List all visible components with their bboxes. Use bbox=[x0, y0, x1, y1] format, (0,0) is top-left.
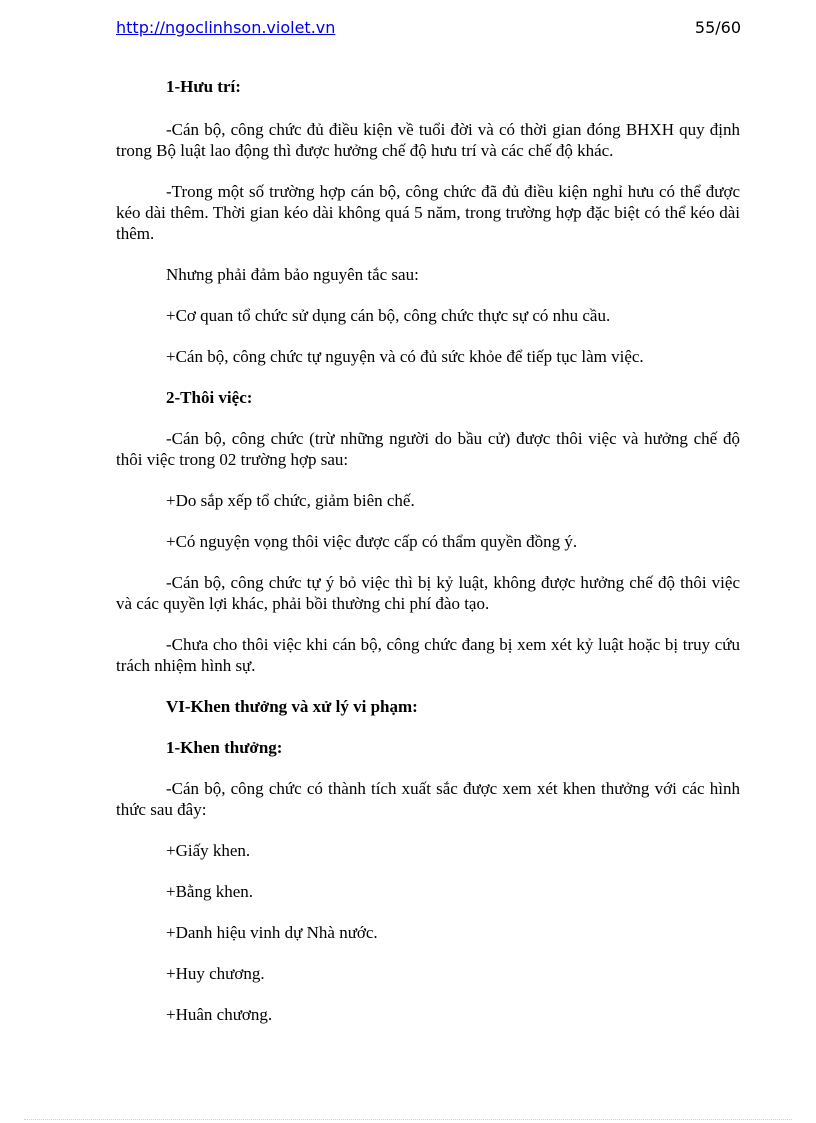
list-item: +Giấy khen. bbox=[166, 841, 251, 860]
paragraph: +Có nguyện vọng thôi việc được cấp có thẩm quyền đồng ý. bbox=[166, 532, 578, 551]
heading-huu-tri: 1-Hưu trí: bbox=[166, 77, 241, 96]
list-item: +Huy chương. bbox=[166, 964, 265, 983]
paragraph: -Trong một số trường hợp cán bộ, công chức đã đủ điều kiện nghỉ hưu có thể được kéo dài thêm. Thời gian kéo dài không quá 5 năm, trong trường hợp đặc biệt có thể kéo dài thêm. bbox=[116, 182, 740, 243]
paragraph: +Cơ quan tổ chức sử dụng cán bộ, công chức thực sự có nhu cầu. bbox=[166, 306, 611, 325]
paragraph: -Cán bộ, công chức đủ điều kiện về tuổi đời và có thời gian đóng BHXH quy định trong Bộ luật lao động thì được hưởng chế độ hưu trí và các chế độ khác. bbox=[116, 120, 740, 160]
paragraph: -Cán bộ, công chức có thành tích xuất sắc được xem xét khen thưởng với các hình thức sau đây: bbox=[116, 779, 740, 819]
paragraph: +Do sắp xếp tổ chức, giảm biên chế. bbox=[166, 491, 415, 510]
footer-divider bbox=[24, 1119, 792, 1120]
page-header bbox=[116, 18, 741, 40]
paragraph: -Cán bộ, công chức tự ý bỏ việc thì bị kỷ luật, không được hưởng chế độ thôi việc và các quyền lợi khác, phải bồi thường chi phí đào tạo. bbox=[116, 573, 740, 613]
list-item: +Danh hiệu vinh dự Nhà nước. bbox=[166, 923, 378, 942]
heading-khen-thuong-xu-ly: VI-Khen thưởng và xử lý vi phạm: bbox=[166, 697, 418, 716]
heading-thoi-viec: 2-Thôi việc: bbox=[166, 388, 253, 407]
list-item: +Huân chương. bbox=[166, 1005, 273, 1024]
document-body bbox=[116, 76, 740, 1025]
list-item: +Bằng khen. bbox=[166, 882, 254, 901]
paragraph: -Cán bộ, công chức (trừ những người do bầu cử) được thôi việc và hưởng chế độ thôi việc trong 02 trường hợp sau: bbox=[116, 429, 740, 469]
page-number: 55/60 bbox=[694, 18, 741, 37]
site-link[interactable]: http://ngoclinhson.violet.vn bbox=[116, 18, 336, 37]
paragraph: Nhưng phải đảm bảo nguyên tắc sau: bbox=[166, 265, 419, 284]
paragraph: +Cán bộ, công chức tự nguyện và có đủ sức khỏe để tiếp tục làm việc. bbox=[166, 347, 644, 366]
heading-khen-thuong: 1-Khen thưởng: bbox=[166, 738, 283, 757]
paragraph: -Chưa cho thôi việc khi cán bộ, công chức đang bị xem xét kỷ luật hoặc bị truy cứu trách nhiệm hình sự. bbox=[116, 635, 740, 675]
